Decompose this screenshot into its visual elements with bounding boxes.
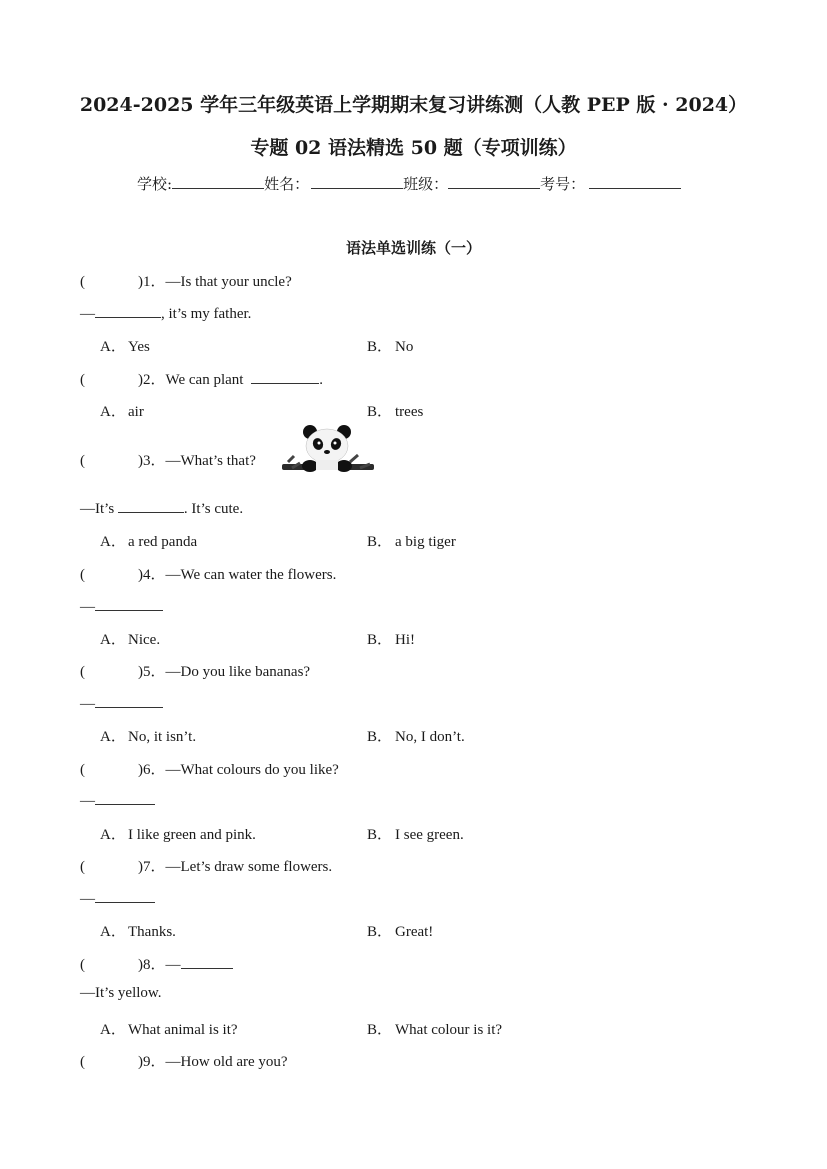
option-text: Hi! [395,632,415,648]
question-number: 6． [143,762,166,778]
open-paren: ( [80,1054,85,1070]
name-field[interactable] [311,174,403,189]
name-label: 姓名： [264,175,310,193]
option-text: No, it isn’t. [128,729,197,745]
section-title: 语法单选训练（一） [345,239,481,257]
question-stem: —Let’s draw some flowers. [165,859,333,875]
option-a[interactable] [100,628,160,649]
question-number: 3． [143,453,166,469]
option-text: No [395,339,414,355]
option-a[interactable] [100,400,144,421]
question-number: 2． [143,372,166,388]
option-text: Yes [128,339,150,355]
option-a[interactable] [100,725,196,746]
answer-blank[interactable] [95,596,163,611]
option-letter: A． [100,339,126,355]
option-letter: B． [367,632,393,648]
option-text: What colour is it? [395,1022,503,1038]
option-b[interactable] [367,1018,502,1039]
open-paren: ( [80,762,85,778]
question-number: 7． [143,859,166,875]
school-field[interactable] [172,174,264,189]
question-stem: —What colours do you like? [165,762,339,778]
dash: — [80,891,95,907]
option-letter: A． [100,1022,126,1038]
answer-blank[interactable] [95,693,163,708]
answer-prefix: —It’s [80,501,118,517]
option-a[interactable] [100,530,197,551]
open-paren: ( [80,567,85,583]
question-number: 4． [143,567,166,583]
option-letter: B． [367,404,393,420]
question-stem: —How old are you? [165,1054,288,1070]
option-text: a big tiger [395,534,456,550]
option-a[interactable] [100,1018,238,1039]
student-info-row [137,173,681,194]
close-paren: ) [138,567,143,583]
dash: — [80,599,95,615]
school-label: 学校: [137,175,173,193]
option-text: Great! [395,924,434,940]
open-paren: ( [80,859,85,875]
answer-blank[interactable] [95,790,155,805]
option-text: No, I don’t. [395,729,465,745]
question-3 [80,449,256,470]
question-4 [80,563,336,584]
question-6 [80,758,339,779]
open-paren: ( [80,453,85,469]
exam-number-label: 考号： [540,175,586,193]
option-text: Thanks. [128,924,176,940]
option-b[interactable] [367,400,423,421]
option-a[interactable] [100,920,176,941]
page-title: 2024-2025 学年三年级英语上学期期末复习讲练测（人教 PEP 版 · 2024） [79,94,748,116]
open-paren: ( [80,372,85,388]
option-letter: B． [367,729,393,745]
class-label: 班级： [403,175,449,193]
dash: — [80,793,95,809]
question-number: 8． [143,957,166,973]
page-subtitle: 专题 02 语法精选 50 题（专项训练） [250,137,577,159]
answer-blank[interactable] [251,369,319,384]
option-a[interactable] [100,335,150,356]
option-text: trees [395,404,424,420]
open-paren: ( [80,274,85,290]
option-text: I see green. [395,827,464,843]
answer-line [80,790,155,810]
option-letter: A． [100,534,126,550]
close-paren: ) [138,453,143,469]
option-b[interactable] [367,628,415,649]
question-stem: —We can water the flowers. [165,567,337,583]
question-8 [80,953,233,974]
option-letter: A． [100,924,126,940]
option-letter: B． [367,339,393,355]
option-b[interactable] [367,335,413,356]
close-paren: ) [138,372,143,388]
question-1 [80,270,292,291]
option-letter: A． [100,404,126,420]
question-2 [80,368,323,389]
close-paren: ) [138,1054,143,1070]
option-letter: B． [367,924,393,940]
question-stem: —Is that your uncle? [165,274,292,290]
option-b[interactable] [367,725,465,746]
open-paren: ( [80,664,85,680]
answer-blank[interactable] [181,954,233,969]
close-paren: ) [138,957,143,973]
answer-line [80,498,243,518]
option-text: What animal is it? [128,1022,238,1038]
option-letter: A． [100,729,126,745]
answer-text: . It’s cute. [183,501,244,517]
close-paren: ) [138,274,143,290]
period: . [319,372,323,388]
question-number: 1． [143,274,166,290]
question-stem: —What’s that? [165,453,256,469]
option-letter: A． [100,827,126,843]
option-a[interactable] [100,823,256,844]
open-paren: ( [80,957,85,973]
option-text: Nice. [128,632,161,648]
option-text: air [128,404,144,420]
exam-number-field[interactable] [589,174,681,189]
question-9 [80,1050,288,1071]
close-paren: ) [138,664,143,680]
answer-line: —It’s yellow. [80,985,162,1001]
answer-blank[interactable] [95,888,155,903]
option-text: I like green and pink. [128,827,256,843]
dash: — [80,696,95,712]
answer-line [80,596,163,616]
answer-blank[interactable] [118,498,184,513]
question-stem: —Do you like bananas? [165,664,311,680]
answer-line [80,693,163,713]
answer-text: , it’s my father. [161,306,252,322]
panda-image [280,424,376,482]
question-number: 5． [143,664,166,680]
option-b[interactable] [367,823,464,844]
question-stem: We can plant [165,372,248,388]
option-text: a red panda [128,534,198,550]
close-paren: ) [138,762,143,778]
question-number: 9． [143,1054,166,1070]
option-b[interactable] [367,920,433,941]
answer-line [80,303,251,323]
option-b[interactable] [367,530,456,551]
close-paren: ) [138,859,143,875]
class-field[interactable] [448,174,540,189]
option-letter: B． [367,827,393,843]
question-5 [80,660,310,681]
question-7 [80,855,332,876]
option-letter: B． [367,1022,393,1038]
answer-blank[interactable] [95,303,161,318]
option-letter: A． [100,632,126,648]
answer-line [80,888,155,908]
question-stem: — [165,957,181,973]
dash: — [80,306,95,322]
option-letter: B． [367,534,393,550]
